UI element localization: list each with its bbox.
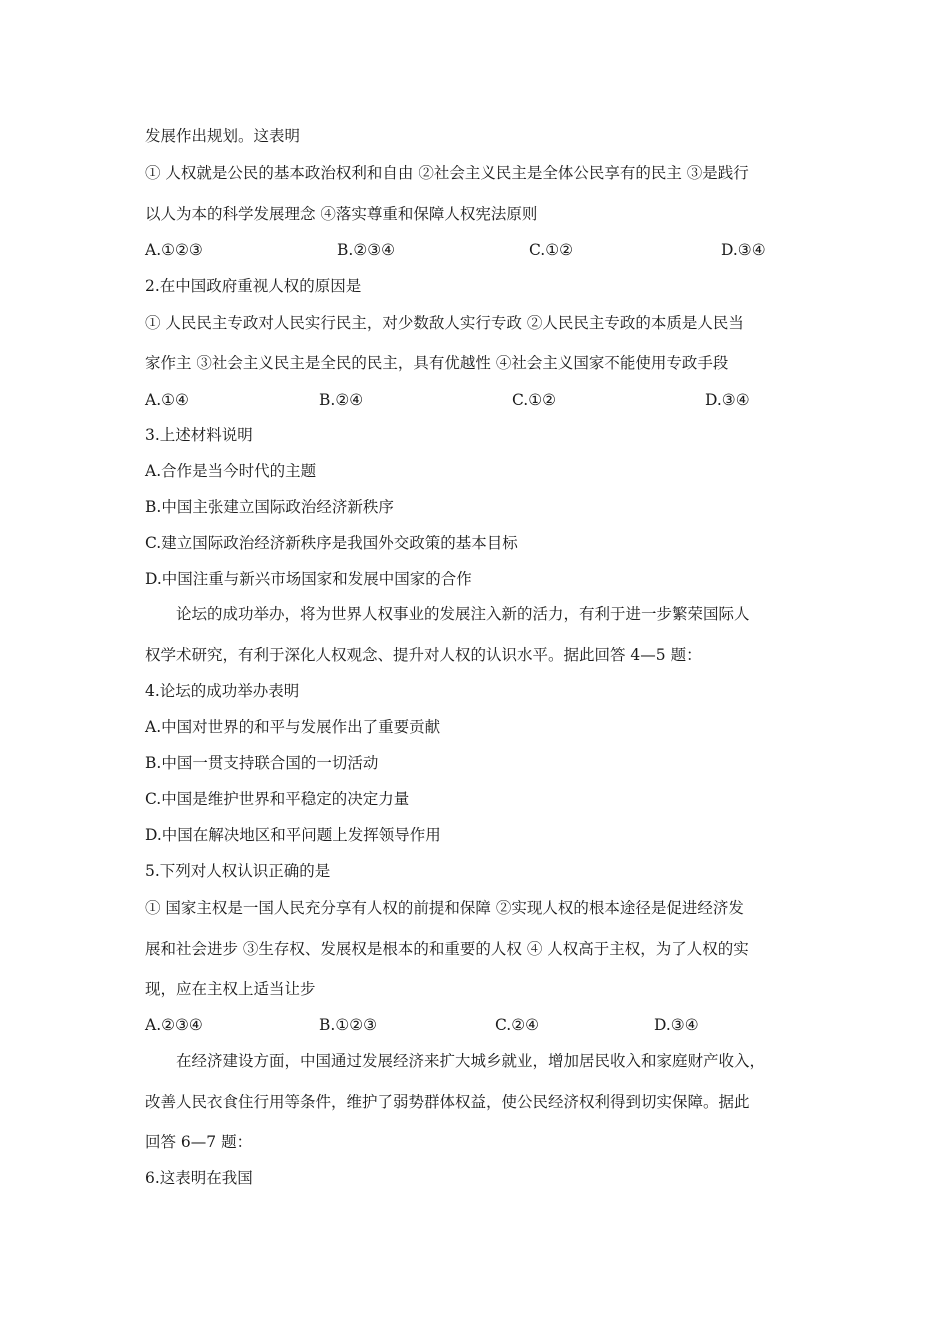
option-line: A.合作是当今时代的主题 [145,462,317,480]
text-line: ① 人民民主专政对人民实行民主，对少数敌人实行专政 ②人民民主专政的本质是人民当 [145,314,744,332]
q5-option-b: B.①②③ [319,1016,378,1034]
text-line: ① 人权就是公民的基本政治权利和自由 ②社会主义民主是全体公民享有的民主 ③是践行 [145,164,749,182]
question-6: 6.这表明在我国 [145,1169,253,1187]
q1-option-d: D.③④ [721,241,766,259]
question-3: 3.上述材料说明 [145,426,253,444]
paragraph-line: 论坛的成功举办，将为世界人权事业的发展注入新的活力，有利于进一步繁荣国际人 [176,605,750,623]
question-4: 4.论坛的成功举办表明 [145,682,300,700]
text-line: 发展作出规划。这表明 [145,127,301,145]
text-line: 以人为本的科学发展理念 ④落实尊重和保障人权宪法原则 [145,205,538,223]
option-line: C.中国是维护世界和平稳定的决定力量 [145,790,410,808]
paragraph-line: 权学术研究，有利于深化人权观念、提升对人权的认识水平。据此回答 4—5 题： [145,646,702,664]
text-line: 现，应在主权上适当让步 [145,980,316,998]
q2-option-a: A.①④ [145,391,189,409]
paragraph-line: 回答 6—7 题： [145,1133,253,1151]
option-line: D.中国在解决地区和平问题上发挥领导作用 [145,826,441,844]
q2-option-d: D.③④ [705,391,750,409]
q1-option-c: C.①② [529,241,574,259]
q2-option-c: C.①② [512,391,557,409]
option-line: D.中国注重与新兴市场国家和发展中国家的合作 [145,570,472,588]
option-line: A.中国对世界的和平与发展作出了重要贡献 [145,718,441,736]
q5-option-d: D.③④ [654,1016,699,1034]
option-line: C.建立国际政治经济新秩序是我国外交政策的基本目标 [145,534,518,552]
q5-option-c: C.②④ [495,1016,540,1034]
text-line: ① 国家主权是一国人民充分享有人权的前提和保障 ②实现人权的根本途径是促进经济发 [145,899,744,917]
paragraph-line: 在经济建设方面，中国通过发展经济来扩大城乡就业，增加居民收入和家庭财产收入， [176,1052,766,1070]
q1-option-a: A.①②③ [145,241,203,259]
question-2: 2.在中国政府重视人权的原因是 [145,277,362,295]
text-line: 展和社会进步 ③生存权、发展权是根本的和重要的人权 ④ 人权高于主权，为了人权的实 [145,940,749,958]
q1-option-b: B.②③④ [337,241,396,259]
q5-option-a: A.②③④ [145,1016,203,1034]
option-line: B.中国一贯支持联合国的一切活动 [145,754,379,772]
text-line: 家作主 ③社会主义民主是全民的民主，具有优越性 ④社会主义国家不能使用专政手段 [145,354,729,372]
option-line: B.中国主张建立国际政治经济新秩序 [145,498,394,516]
question-5: 5.下列对人权认识正确的是 [145,862,331,880]
q2-option-b: B.②④ [319,391,364,409]
paragraph-line: 改善人民衣食住行用等条件，维护了弱势群体权益，使公民经济权利得到切实保障。据此 [145,1093,750,1111]
